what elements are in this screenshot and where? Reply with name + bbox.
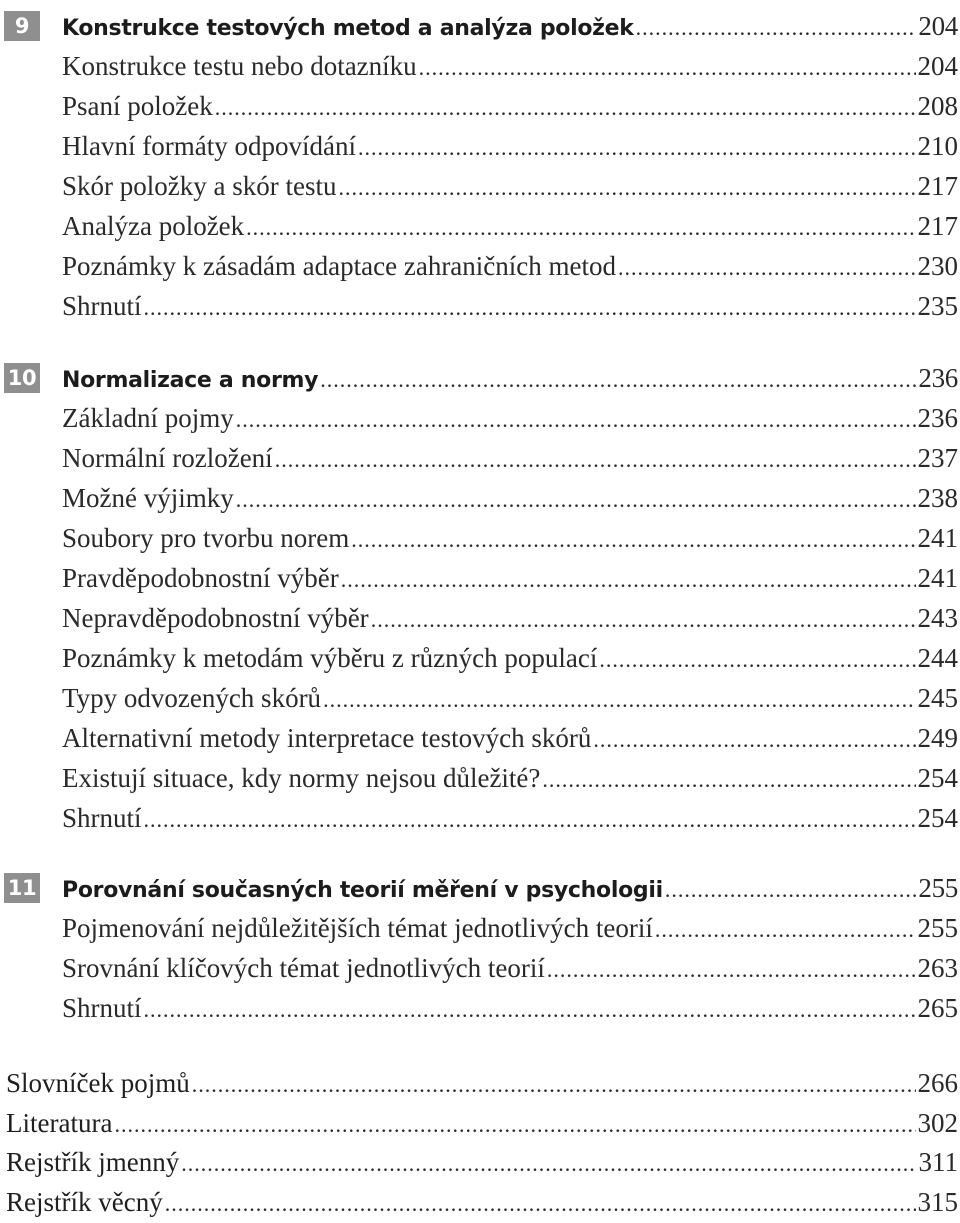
section-line[interactable] [0, 246, 960, 286]
chapter-number-badge: 9 [4, 11, 40, 41]
section-line[interactable] [0, 478, 960, 518]
chapter-title: Porovnání současných teorií měření v psychologii [62, 878, 663, 903]
page-number: 249 [917, 723, 958, 753]
section-line[interactable] [0, 948, 960, 988]
page-number: 255 [917, 913, 958, 943]
page-number: 265 [917, 993, 958, 1023]
backmatter-line[interactable] [0, 1104, 960, 1144]
section-line[interactable] [0, 166, 960, 206]
dot-leader [655, 910, 916, 950]
page-number: 217 [917, 211, 958, 241]
page-number: 315 [917, 1186, 958, 1217]
section-line[interactable] [0, 86, 960, 126]
page-number: 236 [918, 363, 958, 393]
dot-leader [599, 640, 915, 680]
section-title: Nepravděpodobnostní výběr [62, 603, 369, 633]
page-number: 263 [917, 953, 958, 983]
dot-leader [246, 208, 915, 248]
dot-leader [144, 990, 916, 1030]
page-number: 244 [917, 643, 958, 673]
section-title: Pravděpodobnostní výběr [62, 563, 339, 593]
page-number: 238 [917, 483, 958, 513]
page-number: 237 [917, 443, 958, 473]
dot-leader [181, 1144, 916, 1184]
backmatter-line[interactable] [0, 1183, 960, 1223]
chapter-title-line[interactable] [0, 6, 960, 46]
dot-leader [618, 248, 915, 288]
section-title: Možné výjimky [62, 483, 234, 513]
page-number: 241 [917, 523, 958, 553]
page-number: 236 [917, 403, 958, 433]
page-number: 208 [917, 91, 958, 121]
section-title: Shrnutí [62, 291, 142, 321]
dot-leader [275, 440, 916, 480]
dot-leader [665, 870, 917, 910]
page-number: 255 [918, 873, 958, 903]
dot-leader [338, 168, 915, 208]
page-number: 254 [917, 763, 958, 793]
section-line[interactable] [0, 46, 960, 86]
dot-leader [542, 760, 915, 800]
chapter-number-badge: 11 [4, 873, 40, 903]
section-title: Psaní položek [62, 91, 213, 121]
page-number: 266 [917, 1068, 958, 1098]
section-line[interactable] [0, 758, 960, 798]
back-matter [0, 1064, 960, 1222]
page-number: 235 [917, 291, 958, 321]
dot-leader [351, 520, 915, 560]
section-title: Normální rozložení [62, 443, 273, 473]
backmatter-line[interactable] [0, 1143, 960, 1183]
section-title: Typy odvozených skórů [62, 683, 322, 713]
section-title: Poznámky k metodám výběru z různých populací [62, 643, 598, 673]
section-title: Skór položky a skór testu [62, 171, 337, 201]
chapter-title-line[interactable] [0, 358, 960, 398]
dot-leader [144, 800, 916, 840]
section-title: Základní pojmy [62, 403, 234, 433]
backmatter-title: Slovníček pojmů [6, 1068, 190, 1098]
dot-leader [547, 950, 916, 990]
section-line[interactable] [0, 398, 960, 438]
dot-leader [215, 88, 916, 128]
section-title: Analýza položek [62, 211, 245, 241]
section-title: Existují situace, kdy normy nejsou důležité? [62, 763, 541, 793]
backmatter-title: Rejstřík jmenný [6, 1147, 180, 1178]
dot-leader [114, 1105, 915, 1145]
chapter-10 [0, 358, 960, 838]
dot-leader [236, 400, 916, 440]
section-title: Pojmenování nejdůležitějších témat jednotlivých teorií [62, 913, 653, 943]
dot-leader [144, 288, 916, 328]
page-number: 204 [918, 11, 958, 41]
backmatter-line[interactable] [0, 1064, 960, 1104]
section-line[interactable] [0, 558, 960, 598]
section-line[interactable] [0, 206, 960, 246]
section-line[interactable] [0, 598, 960, 638]
section-line[interactable] [0, 988, 960, 1028]
page-number: 204 [917, 51, 958, 81]
section-title: Alternativní metody interpretace testových skórů [62, 723, 592, 753]
dot-leader [371, 600, 916, 640]
section-line[interactable] [0, 638, 960, 678]
section-line[interactable] [0, 438, 960, 478]
section-line[interactable] [0, 798, 960, 838]
section-line[interactable] [0, 126, 960, 166]
dot-leader [341, 560, 916, 600]
dot-leader [323, 680, 915, 720]
section-line[interactable] [0, 908, 960, 948]
page-number: 210 [917, 131, 958, 161]
section-title: Srovnání klíčových témat jednotlivých teorií [62, 953, 545, 983]
dot-leader [165, 1184, 916, 1223]
page-number: 254 [917, 803, 958, 833]
chapter-title-line[interactable] [0, 868, 960, 908]
page-number: 241 [917, 563, 958, 593]
chapter-title: Normalizace a normy [62, 368, 319, 393]
section-line[interactable] [0, 718, 960, 758]
page-number: 217 [917, 171, 958, 201]
section-line[interactable] [0, 518, 960, 558]
dot-leader [192, 1065, 916, 1105]
page-number: 230 [917, 251, 958, 281]
section-title: Shrnutí [62, 993, 142, 1023]
section-line[interactable] [0, 678, 960, 718]
chapter-11 [0, 868, 960, 1028]
page-number: 302 [917, 1107, 958, 1138]
page-number: 311 [918, 1147, 958, 1178]
section-title: Shrnutí [62, 803, 142, 833]
section-title: Poznámky k zásadám adaptace zahraničních metod [62, 251, 617, 281]
backmatter-title: Rejstřík věcný [6, 1186, 163, 1217]
dot-leader [593, 720, 915, 760]
chapter-9 [0, 6, 960, 326]
section-title: Konstrukce testu nebo dotazníku [62, 51, 417, 81]
section-line[interactable] [0, 286, 960, 326]
chapter-number-badge: 10 [4, 363, 40, 393]
page-number: 245 [917, 683, 958, 713]
dot-leader [236, 480, 916, 520]
dot-leader [636, 8, 917, 48]
chapter-title: Konstrukce testových metod a analýza položek [62, 16, 634, 41]
section-title: Hlavní formáty odpovídání [62, 131, 356, 161]
page-number: 243 [917, 603, 958, 633]
dot-leader [320, 360, 916, 400]
section-title: Soubory pro tvorbu norem [62, 523, 350, 553]
dot-leader [358, 128, 916, 168]
dot-leader [419, 48, 916, 88]
backmatter-title: Literatura [6, 1107, 113, 1138]
